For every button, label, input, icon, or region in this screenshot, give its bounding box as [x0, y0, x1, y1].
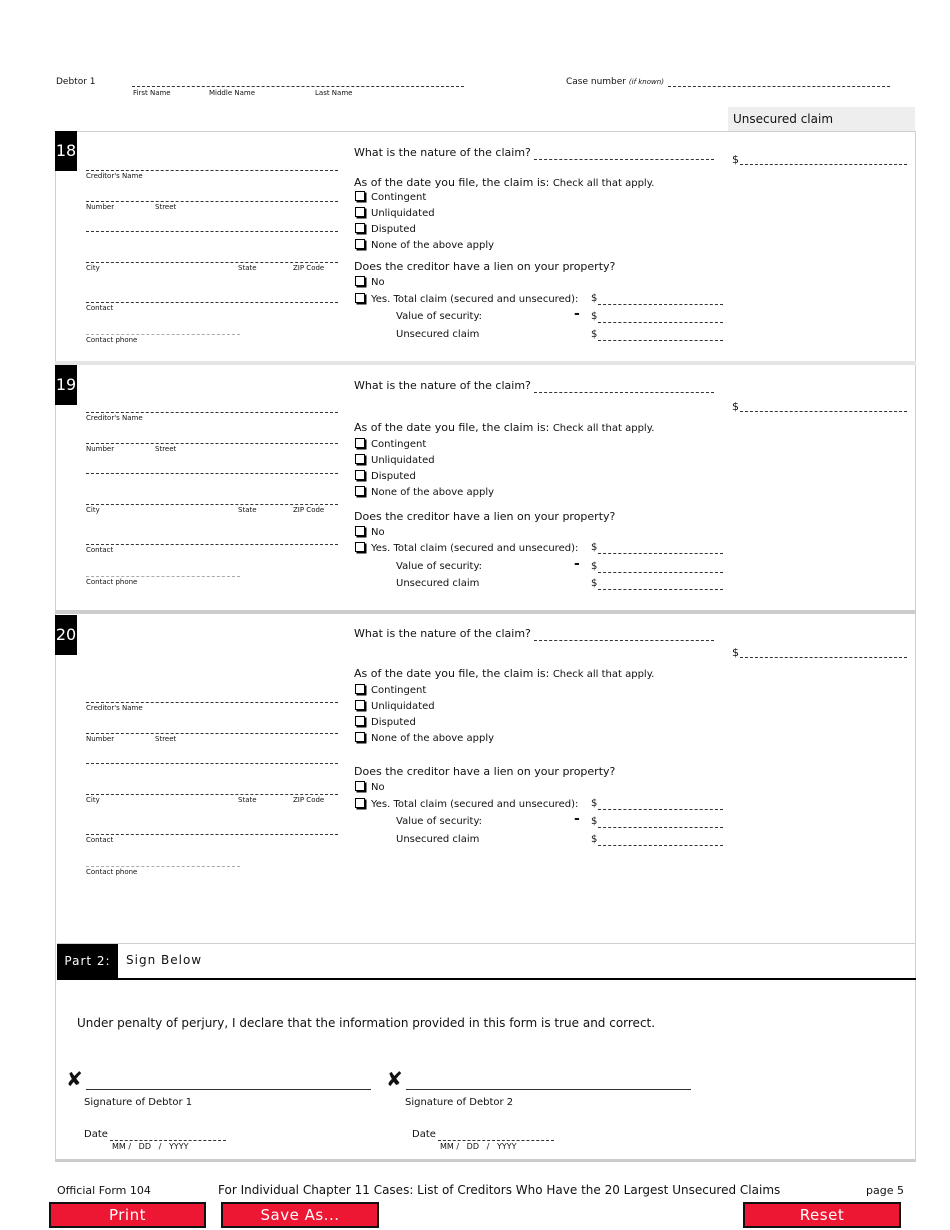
contact-label: Contact: [86, 304, 114, 312]
contact-label: Contact: [86, 836, 114, 844]
unsecured-claim-amount-field[interactable]: [740, 164, 907, 165]
zip-label: ZIP Code: [293, 264, 325, 272]
nature-field[interactable]: [534, 640, 714, 641]
unliquidated-checkbox-label: Unliquidated: [371, 455, 435, 466]
unsecured-claim-header: Unsecured claim: [728, 107, 915, 131]
contact-field[interactable]: [86, 302, 338, 303]
total-claim-field[interactable]: [598, 809, 723, 810]
total-claim-field[interactable]: [598, 553, 723, 554]
case-number-field[interactable]: [668, 86, 890, 87]
signature-debtor2-field[interactable]: [406, 1089, 691, 1090]
debtor-label: Debtor 1: [56, 77, 96, 87]
signature-debtor1-label: Signature of Debtor 1: [84, 1097, 193, 1108]
lien-question: Does the creditor have a lien on your property?: [354, 765, 616, 778]
city-label: City: [86, 264, 100, 272]
dollar-sign: $: [732, 400, 739, 413]
part2-label: Part 2:: [57, 944, 118, 979]
street-field[interactable]: [86, 201, 338, 202]
lien-no-label: No: [371, 527, 385, 538]
disputed-checkbox-label: Disputed: [371, 717, 416, 728]
nature-question: What is the nature of the claim?: [354, 627, 531, 640]
dollar-sign: $: [732, 153, 739, 166]
dollar-sign: $: [591, 329, 598, 340]
unliquidated-checkbox-label: Unliquidated: [371, 701, 435, 712]
last-name-label: Last Name: [315, 89, 353, 97]
footer-title: For Individual Chapter 11 Cases: List of Creditors Who Have the 20 Largest Unsecured Claims: [218, 1183, 781, 1197]
unsecured-claim-amount-field[interactable]: [740, 411, 907, 412]
claim-number: 19: [55, 365, 77, 405]
contact-field[interactable]: [86, 834, 338, 835]
contingent-checkbox-label: Contingent: [371, 192, 427, 203]
check-all-label: Check all that apply.: [552, 178, 655, 189]
date2-format: MM / DD / YYYY: [440, 1142, 517, 1151]
nature-field[interactable]: [534, 392, 714, 393]
part2-title: Sign Below: [126, 953, 203, 967]
disputed-checkbox[interactable]: [355, 470, 365, 480]
zip-label: ZIP Code: [293, 506, 325, 514]
creditor-name-label: Creditor's Name: [86, 172, 143, 180]
date2-label: Date: [412, 1129, 436, 1140]
dollar-sign: $: [591, 311, 598, 322]
claim-box-20: [55, 614, 916, 944]
print-button[interactable]: Print: [49, 1202, 206, 1228]
creditor-name-label: Creditor's Name: [86, 704, 143, 712]
creditor-name-field[interactable]: [86, 702, 338, 703]
city-field[interactable]: [86, 262, 338, 263]
debtor-name-field[interactable]: [132, 86, 464, 87]
value-security-label: Value of security:: [396, 561, 483, 572]
creditor-name-field[interactable]: [86, 170, 338, 171]
minus-sign: -: [574, 306, 580, 322]
contact-phone-field[interactable]: [86, 576, 240, 577]
lien-yes-checkbox[interactable]: [355, 293, 365, 303]
none-apply-checkbox-label: None of the above apply: [371, 733, 495, 744]
nature-question: What is the nature of the claim?: [354, 379, 531, 392]
number-label: Number: [86, 445, 115, 453]
unsecured-claim-label: Unsecured claim: [396, 329, 480, 340]
lien-question: Does the creditor have a lien on your property?: [354, 510, 616, 523]
lien-question: Does the creditor have a lien on your property?: [354, 260, 616, 273]
street2-field[interactable]: [86, 763, 338, 764]
case-number-label: Case number (if known): [566, 77, 664, 87]
date2-field[interactable]: [438, 1140, 554, 1141]
value-security-label: Value of security:: [396, 311, 483, 322]
date1-format: MM / DD / YYYY: [112, 1142, 189, 1151]
lien-no-checkbox[interactable]: [355, 276, 365, 286]
lien-yes-label: Yes. Total claim (secured and unsecured):: [371, 543, 579, 554]
sign-x-icon-2: ✘: [386, 1067, 403, 1091]
signature-debtor2-label: Signature of Debtor 2: [405, 1097, 514, 1108]
dollar-sign: $: [732, 646, 739, 659]
state-label: State: [238, 796, 257, 804]
lien-no-label: No: [371, 782, 385, 793]
none-apply-checkbox[interactable]: [355, 732, 365, 742]
street-field[interactable]: [86, 733, 338, 734]
save-as-button[interactable]: Save As...: [221, 1202, 379, 1228]
city-label: City: [86, 796, 100, 804]
street-label: Street: [155, 735, 177, 743]
lien-no-checkbox[interactable]: [355, 781, 365, 791]
value-security-label: Value of security:: [396, 816, 483, 827]
footer-form-name: Official Form 104: [57, 1184, 151, 1197]
dollar-sign: $: [591, 542, 598, 553]
value-security-field[interactable]: [598, 322, 723, 323]
dollar-sign: $: [591, 578, 598, 589]
city-field[interactable]: [86, 504, 338, 505]
dollar-sign: $: [591, 561, 598, 572]
unliquidated-checkbox[interactable]: [355, 207, 365, 217]
unsecured-claim-field[interactable]: [598, 845, 723, 846]
value-security-field[interactable]: [598, 572, 723, 573]
unsecured-claim-label: Unsecured claim: [396, 834, 480, 845]
check-all-label: Check all that apply.: [552, 423, 655, 434]
lien-yes-label: Yes. Total claim (secured and unsecured):: [371, 799, 579, 810]
disputed-checkbox[interactable]: [355, 223, 365, 233]
contact-phone-label: Contact phone: [86, 336, 138, 344]
dollar-sign: $: [591, 293, 598, 304]
none-apply-checkbox-label: None of the above apply: [371, 240, 495, 251]
creditor-name-field[interactable]: [86, 412, 338, 413]
total-claim-field[interactable]: [598, 304, 723, 305]
disputed-checkbox-label: Disputed: [371, 224, 416, 235]
dollar-sign: $: [591, 798, 598, 809]
state-label: State: [238, 264, 257, 272]
city-field[interactable]: [86, 794, 338, 795]
value-security-field[interactable]: [598, 827, 723, 828]
lien-no-checkbox[interactable]: [355, 526, 365, 536]
lien-no-label: No: [371, 277, 385, 288]
footer-page: page 5: [866, 1184, 904, 1197]
contact-phone-label: Contact phone: [86, 868, 138, 876]
as-of-date-label: As of the date you file, the claim is:: [354, 421, 550, 434]
contact-label: Contact: [86, 546, 114, 554]
none-apply-checkbox-label: None of the above apply: [371, 487, 495, 498]
contingent-checkbox[interactable]: [355, 684, 365, 694]
contingent-checkbox-label: Contingent: [371, 439, 427, 450]
none-apply-checkbox[interactable]: [355, 239, 365, 249]
check-all-label: Check all that apply.: [552, 669, 655, 680]
disputed-checkbox[interactable]: [355, 716, 365, 726]
zip-label: ZIP Code: [293, 796, 325, 804]
unsecured-claim-field[interactable]: [598, 589, 723, 590]
contact-phone-field[interactable]: [86, 866, 240, 867]
middle-name-label: Middle Name: [209, 89, 255, 97]
signature-debtor1-field[interactable]: [86, 1089, 371, 1090]
dollar-sign: $: [591, 816, 598, 827]
street-label: Street: [155, 203, 177, 211]
city-label: City: [86, 506, 100, 514]
street-label: Street: [155, 445, 177, 453]
unsecured-claim-field[interactable]: [598, 340, 723, 341]
date1-label: Date: [84, 1129, 108, 1140]
nature-question: What is the nature of the claim?: [354, 146, 531, 159]
street-field[interactable]: [86, 443, 338, 444]
street2-field[interactable]: [86, 473, 338, 474]
dollar-sign: $: [591, 834, 598, 845]
nature-field[interactable]: [534, 159, 714, 160]
unliquidated-checkbox[interactable]: [355, 454, 365, 464]
lien-yes-checkbox[interactable]: [355, 542, 365, 552]
sign-x-icon-1: ✘: [66, 1067, 83, 1091]
minus-sign: -: [574, 811, 580, 827]
none-apply-checkbox[interactable]: [355, 486, 365, 496]
date1-field[interactable]: [110, 1140, 226, 1141]
first-name-label: First Name: [133, 89, 171, 97]
minus-sign: -: [574, 556, 580, 572]
as-of-date-label: As of the date you file, the claim is:: [354, 176, 550, 189]
declaration-text: Under penalty of perjury, I declare that the information provided in this form is true and correct.: [77, 1016, 656, 1030]
lien-yes-checkbox[interactable]: [355, 798, 365, 808]
number-label: Number: [86, 203, 115, 211]
contact-phone-field[interactable]: [86, 334, 240, 335]
claim-number: 18: [55, 131, 77, 171]
as-of-date-label: As of the date you file, the claim is:: [354, 667, 550, 680]
unliquidated-checkbox[interactable]: [355, 700, 365, 710]
contact-field[interactable]: [86, 544, 338, 545]
creditor-name-label: Creditor's Name: [86, 414, 143, 422]
contingent-checkbox-label: Contingent: [371, 685, 427, 696]
number-label: Number: [86, 735, 115, 743]
unsecured-claim-amount-field[interactable]: [740, 657, 907, 658]
contact-phone-label: Contact phone: [86, 578, 138, 586]
street2-field[interactable]: [86, 231, 338, 232]
claim-number: 20: [55, 615, 77, 655]
contingent-checkbox[interactable]: [355, 438, 365, 448]
lien-yes-label: Yes. Total claim (secured and unsecured):: [371, 294, 579, 305]
unsecured-claim-label: Unsecured claim: [396, 578, 480, 589]
disputed-checkbox-label: Disputed: [371, 471, 416, 482]
state-label: State: [238, 506, 257, 514]
contingent-checkbox[interactable]: [355, 191, 365, 201]
reset-button[interactable]: Reset: [743, 1202, 901, 1228]
unliquidated-checkbox-label: Unliquidated: [371, 208, 435, 219]
